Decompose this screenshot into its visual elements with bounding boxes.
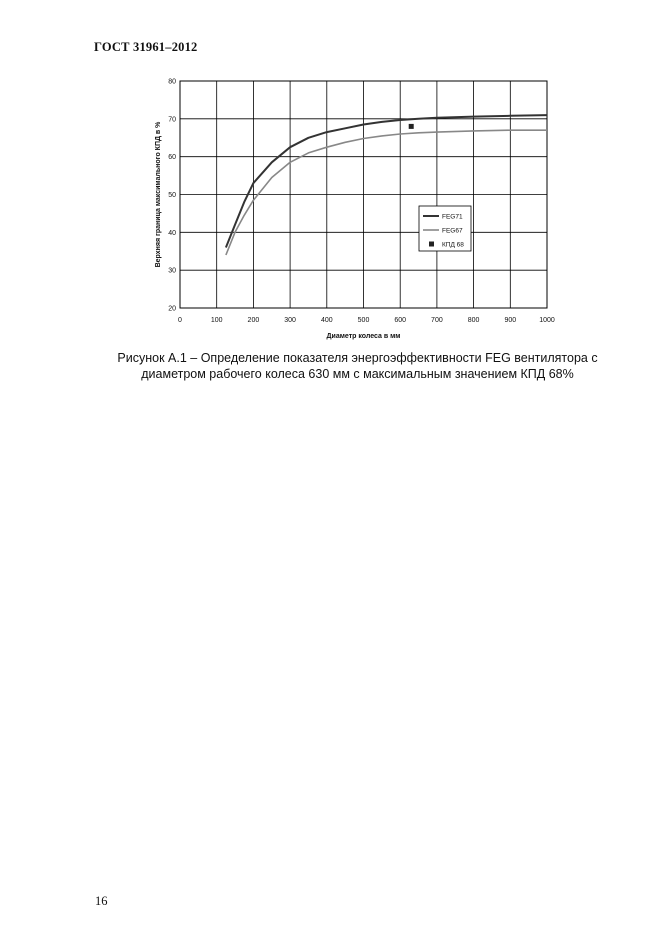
y-tick-label: 50 (168, 192, 176, 199)
y-axis-title: Верхняя граница максимального КПД в % (155, 121, 162, 268)
standard-header: ГОСТ 31961–2012 (94, 40, 198, 54)
legend-label: КПД 68 (442, 241, 464, 249)
x-tick-label: 900 (504, 317, 517, 324)
efficiency-chart (148, 72, 558, 344)
y-tick-label: 80 (168, 78, 176, 86)
caption-line-1: Рисунок А.1 – Определение показателя энергоэффективности FEG вентилятора с (117, 351, 598, 365)
y-tick-label: 40 (168, 229, 176, 237)
x-tick-label: 800 (467, 317, 480, 324)
x-tick-label: 300 (284, 317, 296, 324)
x-tick-label: 1000 (539, 317, 555, 324)
x-tick-label: 100 (210, 317, 223, 324)
x-tick-label: 600 (394, 317, 407, 324)
y-tick-label: 60 (168, 154, 176, 162)
x-axis-title: Диаметр колеса в мм (326, 333, 401, 340)
x-tick-label: 200 (247, 317, 260, 324)
y-tick-label: 30 (168, 267, 176, 275)
y-tick-label: 20 (168, 305, 176, 313)
data-point-kpd (409, 124, 414, 129)
page-number: 16 (95, 894, 108, 908)
x-tick-label: 0 (178, 317, 182, 324)
x-tick-label: 700 (431, 317, 443, 324)
x-tick-label: 500 (357, 317, 370, 324)
legend-swatch-point (429, 242, 434, 247)
x-tick-label: 400 (320, 317, 333, 324)
figure-caption (70, 350, 645, 382)
y-tick-label: 70 (168, 116, 176, 124)
chart-svg (148, 72, 558, 344)
legend-label: FEG71 (442, 213, 463, 221)
caption-line-2: диаметром рабочего колеса 630 мм с максимальным значением КПД 68% (141, 367, 574, 381)
legend-label: FEG67 (442, 227, 463, 235)
